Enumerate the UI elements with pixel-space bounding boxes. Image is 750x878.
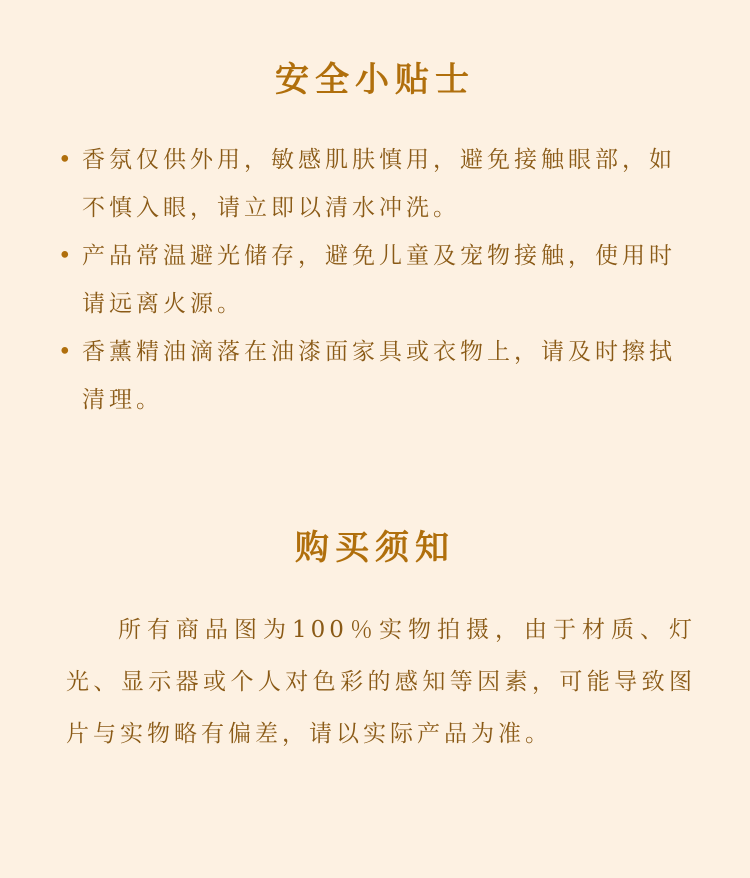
bullet-icon: • [58,147,76,173]
tip-text: 香薰精油滴落在油漆面家具或衣物上，请及时擦拭清理。 [82,339,676,413]
safety-tips-title: 安全小贴士 [275,60,475,100]
bullet-icon: • [58,243,76,269]
list-item [58,232,698,328]
purchase-notice-text: 所有商品图为100％实物拍摄，由于材质、灯光、显示器或个人对色彩的感知等因素，可能导致图片与实物略有偏差，请以实际产品为准。 [66,617,696,747]
bullet-icon: • [58,339,76,365]
list-item [58,136,698,232]
purchase-notice-title: 购买须知 [295,528,455,568]
list-item [58,328,698,424]
tip-text: 产品常温避光储存，避免儿童及宠物接触，使用时请远离火源。 [82,243,676,317]
tip-text: 香氛仅供外用，敏感肌肤慎用，避免接触眼部，如不慎入眼，请立即以清水冲洗。 [82,147,676,221]
safety-tips-list [58,136,698,424]
